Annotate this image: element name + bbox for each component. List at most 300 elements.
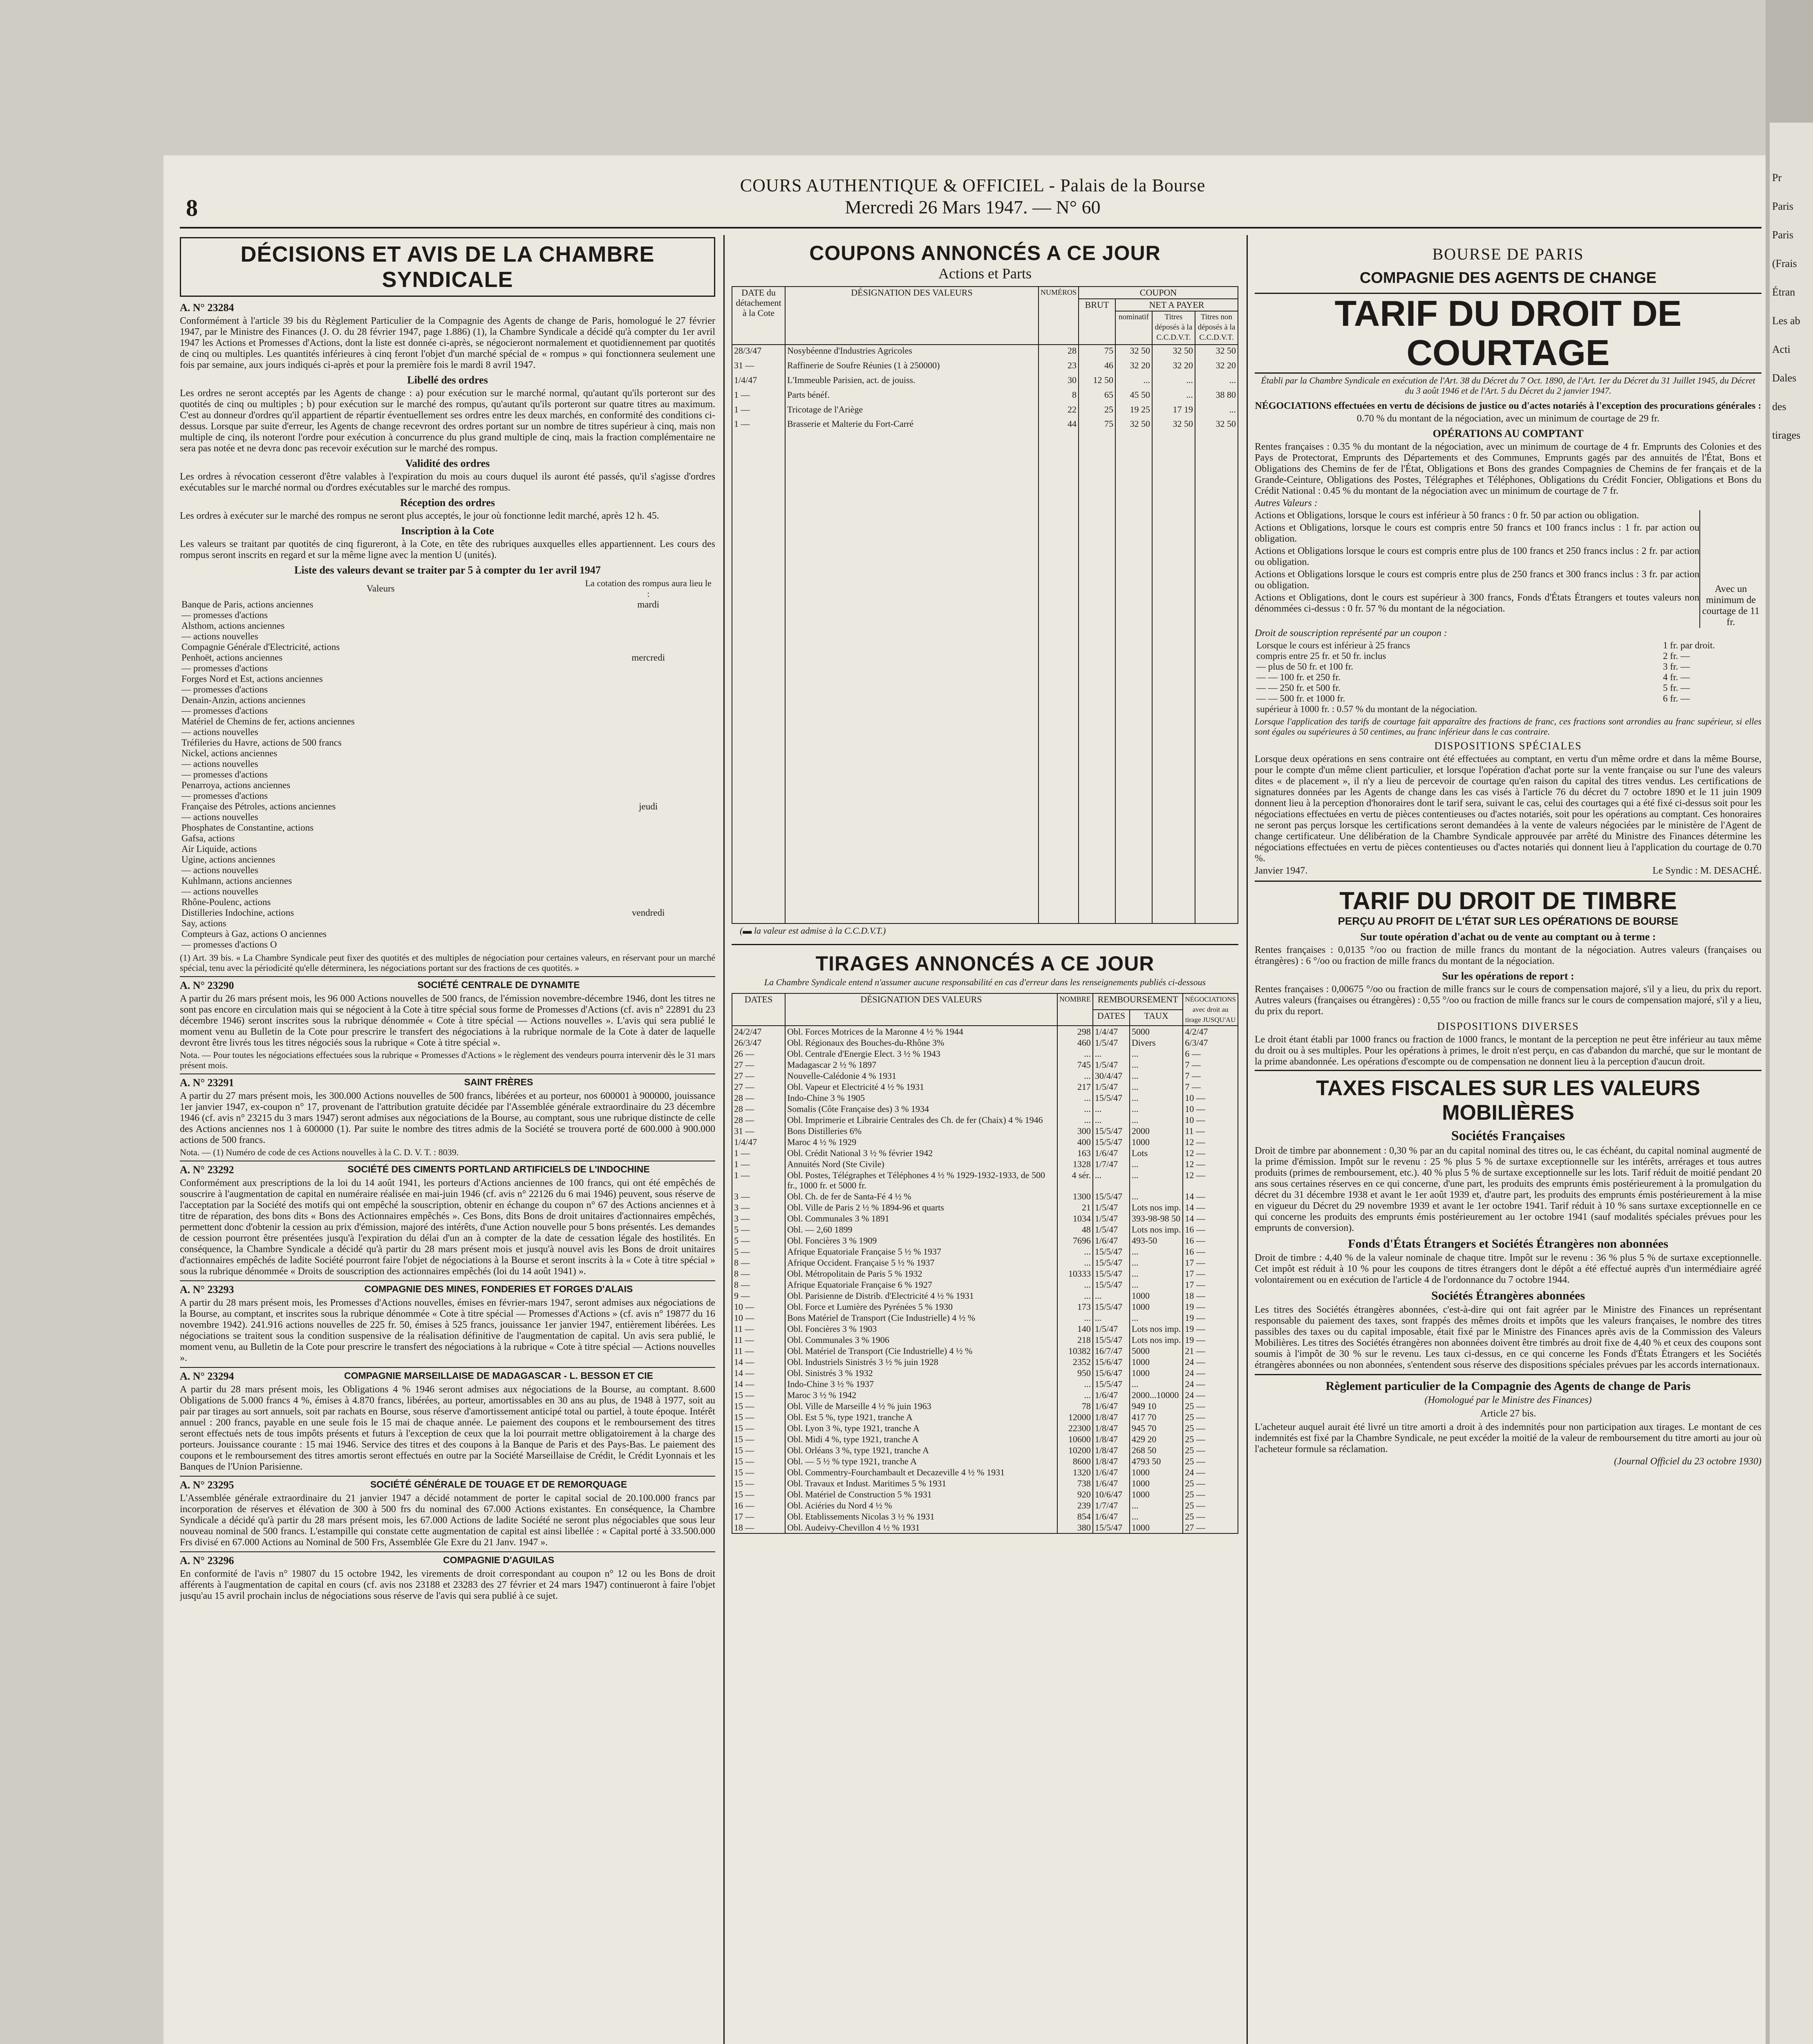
notice-intro: Conformément à l'article 39 bis du Règlement Particulier de la Compagnie des Agents de change de Paris, homologué le 27 février 1947, par le Ministre des Finances (J. O. du 28 février 1947, page 1.886) (1), la Chambre Syndicale a décidé qu'à compter du 1er avril 1947 les Actions et Promesses d'Actions, dont la liste est donnée ci-après, se négocieront normalement et quotidiennement par quotités de cinq ou multiples. Les quantités inférieures à cinq feront l'objet d'un marché spécial de « rompus » qui fonctionnera seulement une fois par semaine, aux jours indiqués ci-après et pour la première fois le mardi 8 avril 1947. bbox=[180, 316, 715, 370]
cell-non-deposes: 32 50 bbox=[1195, 418, 1238, 433]
droit-rate: 5 fr. — bbox=[1663, 683, 1690, 693]
cell-taux: 1000 bbox=[1130, 1136, 1183, 1148]
cell-nombre: ... bbox=[1057, 1378, 1093, 1390]
cell-taux: 2000 bbox=[1130, 1125, 1183, 1136]
cell-remb-date: 15/5/47 bbox=[1093, 1092, 1130, 1103]
cell-remb-date: 15/5/47 bbox=[1093, 1378, 1130, 1390]
cell-date: 11 — bbox=[732, 1345, 785, 1356]
cell-taux: 2000...10000 bbox=[1130, 1390, 1183, 1401]
cell-designation: Obl. Midi 4 %, type 1921, tranche A bbox=[785, 1434, 1057, 1445]
col-remb-taux: TAUX bbox=[1130, 1010, 1183, 1026]
tirages-table bbox=[732, 993, 1238, 1534]
cell-designation: Madagascar 2 ½ % 1897 bbox=[785, 1059, 1057, 1070]
cell-negociation: 10 — bbox=[1183, 1114, 1238, 1125]
droit-range: — — 100 fr. et 250 fr. bbox=[1256, 672, 1341, 682]
cell-taux: ... bbox=[1130, 1500, 1183, 1511]
droit-row bbox=[1255, 672, 1762, 683]
cell-remb-date: 16/7/47 bbox=[1093, 1345, 1130, 1356]
cell-taux: ... bbox=[1130, 1246, 1183, 1257]
journal-ref: (Journal Officiel du 23 octobre 1930) bbox=[1614, 1456, 1762, 1467]
notice-note: Nota. — (1) Numéro de code de ces Actions nouvelles à la C. D. V. T. : 8039. bbox=[180, 1147, 459, 1157]
list-row bbox=[180, 865, 715, 876]
cell-designation: Obl. Ch. de fer de Santa-Fé 4 ½ % bbox=[785, 1191, 1057, 1202]
cell-negociation: 25 — bbox=[1183, 1423, 1238, 1434]
cell-designation: Obl. Métropolitain de Paris 5 % 1932 bbox=[785, 1268, 1057, 1279]
cell-remb-date: 1/8/47 bbox=[1093, 1434, 1130, 1445]
list-row bbox=[180, 769, 715, 780]
table-row bbox=[732, 1401, 1238, 1412]
cell-remb-date: 1/6/47 bbox=[1093, 1148, 1130, 1159]
list-row bbox=[180, 621, 715, 631]
cell-remb-date: 30/4/47 bbox=[1093, 1070, 1130, 1081]
cell-designation: Obl. Communales 3 % 1891 bbox=[785, 1213, 1057, 1224]
cell-taux: 949 10 bbox=[1130, 1401, 1183, 1412]
list-jour bbox=[582, 812, 716, 823]
notice-text: L'Assemblée générale extraordinaire du 21 janvier 1947 a décidé notamment de porter le capital social de 20.100.000 francs par incorporation de réserves et élévation de 300 à 500 frs du nominal des 67.000 Actions existantes. En conséquence, la Chambre Syndicale a décidé qu'à partir du 28 mars présent mois, les 67.000 Actions de ladite Société ne seront plus négociables que sous leur nouveau nominal de 500 francs. L'estampille qui constate cette augmentation de capital est ainsi libellée : « Capital porté à 33.500.000 Frs divisé en 67.000 Actions au Nominal de 500 Frs, Assemblée Gle Exre du 21 Janv. 1947 ». bbox=[180, 1493, 715, 1548]
cell-taux: ... bbox=[1130, 1378, 1183, 1390]
coupons-subtitle: Actions et Parts bbox=[938, 265, 1032, 282]
list-jour bbox=[582, 918, 716, 929]
paragraph: Rentes françaises : 0,00675 °/oo ou fraction de mille francs sur le cours de compensation majoré, s'il y a lieu, du prix du report. Autres valeurs (françaises ou étrangères) : 0,55 °/oo ou fraction de mille francs sur le cours de compensation majoré, s'il y a lieu, du prix du report. bbox=[1255, 984, 1762, 1017]
cell-designation: Nosybéenne d'Industries Agricoles bbox=[785, 345, 1039, 360]
list-valeur: Denain-Anzin, actions anciennes bbox=[181, 695, 306, 705]
table-row bbox=[732, 374, 1238, 389]
cell-taux: 4793 50 bbox=[1130, 1456, 1183, 1467]
droit-range: — — 250 fr. et 500 fr. bbox=[1256, 683, 1341, 693]
droit-range: — — 500 fr. et 1000 fr. bbox=[1256, 693, 1345, 704]
list-valeur: Phosphates de Constantine, actions bbox=[181, 823, 314, 833]
cell-designation: Obl. Régionaux des Bouches-du-Rhône 3% bbox=[785, 1037, 1057, 1048]
cell-taux: ... bbox=[1130, 1257, 1183, 1268]
cell-remb-date: ... bbox=[1093, 1312, 1130, 1323]
cell-taux: ... bbox=[1130, 1170, 1183, 1191]
cell-date: 1 — bbox=[732, 418, 785, 433]
col-deposes: Titres déposés à la C.C.D.V.T. bbox=[1152, 311, 1195, 345]
notice-header bbox=[180, 1555, 715, 1567]
table-row bbox=[732, 1268, 1238, 1279]
list-valeur: — promesses d'actions bbox=[181, 684, 268, 695]
list-jour bbox=[582, 929, 716, 939]
cell-negociation: 7 — bbox=[1183, 1081, 1238, 1092]
cell-designation: Tricotage de l'Ariège bbox=[785, 404, 1039, 419]
cell-date: 31 — bbox=[732, 360, 785, 374]
cell-negociation: 16 — bbox=[1183, 1246, 1238, 1257]
list-jour bbox=[582, 854, 716, 865]
cell-remb-date: 1/5/47 bbox=[1093, 1323, 1130, 1334]
table-row bbox=[732, 1202, 1238, 1213]
table-row bbox=[732, 1290, 1238, 1301]
list-valeur: Gafsa, actions bbox=[181, 833, 235, 843]
cell-designation: Afrique Occident. Française 5 ½ % 1937 bbox=[785, 1257, 1057, 1268]
cell-date: 8 — bbox=[732, 1257, 785, 1268]
cell-taux: Lots nos imp. bbox=[1130, 1224, 1183, 1235]
cell-date: 15 — bbox=[732, 1445, 785, 1456]
cell-nombre: 10200 bbox=[1057, 1445, 1093, 1456]
cell-taux: 945 70 bbox=[1130, 1423, 1183, 1434]
adjacent-fragment: Dales bbox=[1772, 372, 1797, 384]
table-row bbox=[732, 1511, 1238, 1522]
col-net: NET A PAYER bbox=[1115, 299, 1238, 311]
table-row bbox=[732, 1390, 1238, 1401]
list-row bbox=[180, 727, 715, 737]
list-row bbox=[180, 886, 715, 897]
adjacent-fragment: Paris bbox=[1772, 200, 1793, 212]
cell-date: 3 — bbox=[732, 1191, 785, 1202]
list-valeur: Air Liquide, actions bbox=[181, 844, 257, 854]
cell-negociation: 10 — bbox=[1183, 1092, 1238, 1103]
table-row bbox=[732, 345, 1238, 360]
cell-negociation: 16 — bbox=[1183, 1235, 1238, 1246]
col-coupon: COUPON bbox=[1079, 287, 1238, 299]
subheading: Libellé des ordres bbox=[407, 374, 488, 386]
kicker: BOURSE DE PARIS bbox=[1432, 245, 1584, 263]
cell-taux: 493-50 bbox=[1130, 1235, 1183, 1246]
paragraph: Rentes françaises : 0,0135 °/oo ou fraction de mille francs du montant de la négociation. Autres valeurs (françaises ou étrangères) : 6 °/oo ou fraction de mille francs du montant de la négociation. bbox=[1255, 945, 1762, 966]
cell-taux: 1000 bbox=[1130, 1290, 1183, 1301]
list-row bbox=[180, 918, 715, 929]
list-jour bbox=[582, 865, 716, 876]
cell-date: 3 — bbox=[732, 1202, 785, 1213]
list-valeur: — actions nouvelles bbox=[181, 812, 258, 822]
cell-designation: Obl. Foncières 3 % 1903 bbox=[785, 1323, 1057, 1334]
cell-designation: Obl. Matériel de Transport (Cie Industrielle) 4 ½ % bbox=[785, 1345, 1057, 1356]
table-row bbox=[732, 1445, 1238, 1456]
company-name: COMPAGNIE D'AGUILAS bbox=[443, 1555, 555, 1565]
cell-nombre: ... bbox=[1057, 1290, 1093, 1301]
cell-taux: 429 20 bbox=[1130, 1434, 1183, 1445]
cell-remb-date: 15/5/47 bbox=[1093, 1136, 1130, 1148]
adjacent-fragment: Étran bbox=[1772, 286, 1795, 298]
list-valeur: — promesses d'actions bbox=[181, 769, 268, 780]
cell-date: 15 — bbox=[732, 1478, 785, 1489]
footnote: (1) Art. 39 bis. « La Chambre Syndicale peut fixer des quotités et des multiples de négociation pour certaines valeurs, en réservant pour un marché spécial, tenu avec la périodicité qu'elle déterminera, les négociations portant sur des fractions de ces quotités. » bbox=[180, 953, 715, 973]
quotite-list bbox=[180, 578, 715, 950]
cell-remb-date: 1/6/47 bbox=[1093, 1235, 1130, 1246]
left-column bbox=[180, 237, 715, 2044]
cell-deposes: ... bbox=[1152, 374, 1195, 389]
cell-numero: 8 bbox=[1039, 389, 1079, 404]
table-row bbox=[732, 1467, 1238, 1478]
filler-cell bbox=[1039, 433, 1079, 923]
list-row bbox=[180, 929, 715, 939]
col-designation: DÉSIGNATION DES VALEURS bbox=[785, 287, 1039, 345]
droit-range: Lorsque le cours est inférieur à 25 francs bbox=[1256, 640, 1410, 650]
autres-item: Actions et Obligations, lorsque le cours est inférieur à 50 francs : 0 fr. 50 par action ou obligation. bbox=[1255, 510, 1639, 521]
cell-numero: 22 bbox=[1039, 404, 1079, 419]
cell-remb-date: ... bbox=[1093, 1170, 1130, 1191]
notice-number: A. N° 23290 bbox=[180, 979, 234, 991]
cell-date: 26 — bbox=[732, 1048, 785, 1059]
table-row bbox=[732, 1170, 1238, 1191]
cell-remb-date: 1/5/47 bbox=[1093, 1213, 1130, 1224]
cell-remb-date: 1/6/47 bbox=[1093, 1478, 1130, 1489]
cell-negociation: 25 — bbox=[1183, 1456, 1238, 1467]
cell-negociation: 24 — bbox=[1183, 1467, 1238, 1478]
cell-negociation: 7 — bbox=[1183, 1070, 1238, 1081]
cell-negociation: 19 — bbox=[1183, 1301, 1238, 1312]
list-jour: mercredi bbox=[631, 652, 665, 663]
cell-nombre: 298 bbox=[1057, 1026, 1093, 1037]
cell-nombre: ... bbox=[1057, 1279, 1093, 1290]
cell-date: 15 — bbox=[732, 1489, 785, 1500]
company-name: COMPAGNIE MARSEILLAISE DE MADAGASCAR - L. BESSON ET CIE bbox=[344, 1370, 654, 1381]
notice-header bbox=[180, 979, 715, 992]
filler-cell bbox=[1152, 433, 1195, 923]
list-valeur: Matériel de Chemins de fer, actions anciennes bbox=[181, 716, 355, 726]
list-jour bbox=[582, 737, 716, 748]
table-row bbox=[732, 1500, 1238, 1511]
list-row bbox=[180, 823, 715, 833]
cell-negociation: 27 — bbox=[1183, 1522, 1238, 1533]
notice-header bbox=[180, 1479, 715, 1491]
coupons-table bbox=[732, 286, 1238, 924]
table-row bbox=[732, 1148, 1238, 1159]
cell-date: 1/4/47 bbox=[732, 1136, 785, 1148]
list-jour bbox=[582, 621, 716, 631]
table-row bbox=[732, 1092, 1238, 1103]
cell-negociation: 21 — bbox=[1183, 1345, 1238, 1356]
cell-nombre: 854 bbox=[1057, 1511, 1093, 1522]
list-row bbox=[180, 631, 715, 642]
autres-item: Actions et Obligations, lorsque le cours est compris entre 50 francs et 100 francs inclus : 1 fr. par action ou obligation. bbox=[1255, 522, 1699, 544]
notice-text: A partir du 26 mars présent mois, les 96 000 Actions nouvelles de 500 francs, de l'émission novembre-décembre 1946, dont les titres ne sont pas encore en circulation mais qui se négocient à la Cote à titre spécial sous forme de Promesses d'Actions (cf. avis n° 22891 du 23 décembre 1946) seront inscrites sous la rubrique dénommée « Cote à titre spécial — Actions nouvelles ». L'avis qui sera publié le moment venu au Bulletin de la Cote pour prescrire le transfert des négociations à la rubrique normale de la Cote à dater de laquelle devront être livrés tous les titres négociés sous la rubrique « Cote à titre spécial ». bbox=[180, 993, 715, 1048]
droit-row bbox=[1255, 704, 1762, 715]
table-row bbox=[732, 1246, 1238, 1257]
cell-nombre: 1034 bbox=[1057, 1213, 1093, 1224]
cell-negociation: 14 — bbox=[1183, 1213, 1238, 1224]
cell-negociation: 11 — bbox=[1183, 1125, 1238, 1136]
list-valeur: — promesses d'actions bbox=[181, 610, 268, 620]
list-jour bbox=[582, 780, 716, 791]
cell-date: 27 — bbox=[732, 1070, 785, 1081]
list-row bbox=[180, 610, 715, 621]
cell-nominatif: 19 25 bbox=[1115, 404, 1152, 419]
cell-nombre: 2352 bbox=[1057, 1356, 1093, 1367]
cell-negociation: 25 — bbox=[1183, 1500, 1238, 1511]
cell-taux: ... bbox=[1130, 1114, 1183, 1125]
col-brut: BRUT bbox=[1079, 299, 1115, 345]
notice-rule bbox=[180, 976, 715, 977]
table-row bbox=[732, 1301, 1238, 1312]
cell-remb-date: ... bbox=[1093, 1114, 1130, 1125]
cell-taux: 1000 bbox=[1130, 1367, 1183, 1378]
list-row bbox=[180, 908, 715, 918]
cell-negociation: 6 — bbox=[1183, 1048, 1238, 1059]
table-row bbox=[732, 1334, 1238, 1345]
cell-deposes: 17 19 bbox=[1152, 404, 1195, 419]
list-jour bbox=[582, 876, 716, 886]
cell-remb-date: 1/5/47 bbox=[1093, 1037, 1130, 1048]
cell-taux: ... bbox=[1130, 1103, 1183, 1114]
cell-remb-date: 1/8/47 bbox=[1093, 1456, 1130, 1467]
cell-nombre: ... bbox=[1057, 1390, 1093, 1401]
cell-nominatif: 45 50 bbox=[1115, 389, 1152, 404]
table-row bbox=[732, 1081, 1238, 1092]
masthead-date: Mercredi 26 Mars 1947. — N° 60 bbox=[845, 196, 1101, 217]
list-jour bbox=[582, 759, 716, 769]
cell-nombre: 300 bbox=[1057, 1125, 1093, 1136]
list-jour: mardi bbox=[637, 599, 660, 610]
cell-remb-date: 1/7/47 bbox=[1093, 1500, 1130, 1511]
cell-taux: ... bbox=[1130, 1070, 1183, 1081]
timbre-title: TARIF DU DROIT DE TIMBRE bbox=[1339, 887, 1677, 914]
cell-nombre: 140 bbox=[1057, 1323, 1093, 1334]
droit-range: compris entre 25 fr. et 50 fr. inclus bbox=[1256, 651, 1386, 661]
paragraph: L'acheteur auquel aurait été livré un titre amorti a droit à des indemnités pour non participation aux tirages. Le montant de ces indemnités est fixé par la Chambre Syndicale, ne peut excéder la moitié de la valeur de remboursement du titre amorti au jour où l'acheteur formule sa réclamation. bbox=[1255, 1422, 1762, 1455]
column-divider-2 bbox=[1247, 235, 1248, 2044]
company-name: SAINT FRÈRES bbox=[464, 1077, 533, 1087]
cell-designation: Obl. Audeivy-Chevillon 4 ½ % 1931 bbox=[785, 1522, 1057, 1533]
notice-header bbox=[180, 1077, 715, 1089]
cell-date: 24/2/47 bbox=[732, 1026, 785, 1037]
cell-date: 5 — bbox=[732, 1246, 785, 1257]
cell-negociation: 12 — bbox=[1183, 1148, 1238, 1159]
cell-remb-date: 1/6/47 bbox=[1093, 1467, 1130, 1478]
cell-nombre: 239 bbox=[1057, 1500, 1093, 1511]
list-jour bbox=[582, 939, 716, 950]
company-name: SOCIÉTÉ CENTRALE DE DYNAMITE bbox=[417, 979, 580, 990]
cell-date: 14 — bbox=[732, 1367, 785, 1378]
tirages-subtitle: La Chambre Syndicale entend n'assumer aucune responsabilité en cas d'erreur dans les renseignements publiés ci-dessous bbox=[764, 977, 1206, 987]
company-name: COMPAGNIE DES MINES, FONDERIES ET FORGES D'ALAIS bbox=[364, 1284, 633, 1294]
cell-designation: Obl. Imprimerie et Librairie Centrales des Ch. de fer (Chaix) 4 % 1946 bbox=[785, 1114, 1057, 1125]
cell-designation: Nouvelle-Calédonie 4 % 1931 bbox=[785, 1070, 1057, 1081]
cell-nombre: 48 bbox=[1057, 1224, 1093, 1235]
cell-brut: 75 bbox=[1079, 418, 1115, 433]
cell-designation: Obl. — 2,60 1899 bbox=[785, 1224, 1057, 1235]
cell-remb-date: 10/6/47 bbox=[1093, 1489, 1130, 1500]
cell-designation: L'Immeuble Parisien, act. de jouiss. bbox=[785, 374, 1039, 389]
table-row bbox=[732, 360, 1238, 374]
paragraph: Rentes françaises : 0.35 % du montant de la négociation, avec un minimum de courtage de 4 fr. Emprunts des Colonies et des Pays de Protectorat, Emprunts des Départements et des Communes, Emprunts gagés par des annuités de l'État, Bons et Obligations des Chemins de fer de l'État, Obligations et Bons des grandes Compagnies de Chemins de fer français et de la Grande-Ceinture, Obligations des Postes, Télégraphes et Téléphones, Obligations du Crédit Foncier, Obligations et Bons du Crédit National : 0.45 % du montant de la négociation avec un minimum de courtage de 7 fr. bbox=[1255, 442, 1762, 496]
cell-taux: ... bbox=[1130, 1048, 1183, 1059]
courtage-subtitle: Établi par la Chambre Syndicale en exécution de l'Art. 38 du Décret du 7 Oct. 1890, de l'Art. 1er du Décret du 31 Juillet 1945, du Décret du 3 août 1946 et de l'Art. 5 du Décret du 2 janvier 1947. bbox=[1261, 375, 1755, 396]
company-name: SOCIÉTÉ DES CIMENTS PORTLAND ARTIFICIELS DE L'INDOCHINE bbox=[347, 1164, 650, 1174]
cell-designation: Obl. Vapeur et Electricité 4 ½ % 1931 bbox=[785, 1081, 1057, 1092]
list-row bbox=[180, 663, 715, 674]
cell-nombre: ... bbox=[1057, 1114, 1093, 1125]
page-number: 8 bbox=[186, 195, 198, 221]
cell-designation: Bons Distilleries 6% bbox=[785, 1125, 1057, 1136]
cell-brut: 65 bbox=[1079, 389, 1115, 404]
cell-remb-date: 1/7/47 bbox=[1093, 1159, 1130, 1170]
filler-cell bbox=[732, 433, 785, 923]
list-valeur: — actions nouvelles bbox=[181, 886, 258, 896]
col-remboursement: REMBOURSEMENT bbox=[1093, 993, 1183, 1010]
subheading: DISPOSITIONS SPÉCIALES bbox=[1434, 740, 1582, 752]
cell-designation: Obl. Parisienne de Distrib. d'Electricité 4 ½ % 1931 bbox=[785, 1290, 1057, 1301]
list-jour bbox=[582, 823, 716, 833]
cell-designation: Obl. Sinistrés 3 % 1932 bbox=[785, 1367, 1057, 1378]
cell-date: 1/4/47 bbox=[732, 374, 785, 389]
cell-taux: ... bbox=[1130, 1081, 1183, 1092]
autres-item: Actions et Obligations, dont le cours est supérieur à 300 francs, Fonds d'États Étrangers et toutes valeurs non dénommées ci-dessus : 0 fr. 57 % du montant de la négociation. bbox=[1255, 592, 1699, 614]
list-valeur: Compagnie Générale d'Electricité, actions bbox=[181, 642, 340, 652]
cell-date: 28 — bbox=[732, 1114, 785, 1125]
autres-valeurs-list bbox=[1255, 510, 1699, 628]
list-row bbox=[180, 791, 715, 801]
cell-remb-date: 1/6/47 bbox=[1093, 1511, 1130, 1522]
paragraph: Droit de timbre : 4,40 % de la valeur nominale de chaque titre. Impôt sur le revenu : 36 % plus 5 % de surtaxe exceptionnelle. Cet impôt est réduit à 10 % pour les coupons de titres étrangers dont le dépôt a été effectué auprès d'un intermédiaire agréé volontairement ou en exécution de l'article 4 de l'ordonnance du 7 octobre 1944. bbox=[1255, 1253, 1762, 1285]
cell-nombre: 4 sér. bbox=[1057, 1170, 1093, 1191]
cell-nominatif: 32 50 bbox=[1115, 345, 1152, 360]
cell-negociation: 24 — bbox=[1183, 1367, 1238, 1378]
cell-negociation: 18 — bbox=[1183, 1290, 1238, 1301]
cell-date: 28 — bbox=[732, 1092, 785, 1103]
table-row bbox=[732, 389, 1238, 404]
cell-negociation: 4/2/47 bbox=[1183, 1026, 1238, 1037]
cell-designation: Brasserie et Malterie du Fort-Carré bbox=[785, 418, 1039, 433]
list-jour bbox=[582, 769, 716, 780]
cell-date: 14 — bbox=[732, 1378, 785, 1390]
droit-rate: 4 fr. — bbox=[1663, 672, 1690, 682]
cell-brut: 75 bbox=[1079, 345, 1115, 360]
list-valeur: Penarroya, actions anciennes bbox=[181, 780, 291, 790]
col-non-deposes: Titres non déposés à la C.C.D.V.T. bbox=[1195, 311, 1238, 345]
list-row bbox=[180, 674, 715, 684]
subheading: Droit de souscription représenté par un coupon : bbox=[1255, 628, 1447, 639]
list-row bbox=[180, 716, 715, 727]
cell-taux: Lots bbox=[1130, 1148, 1183, 1159]
cell-remb-date: 15/6/47 bbox=[1093, 1356, 1130, 1367]
list-row bbox=[180, 599, 715, 610]
cell-nombre: 78 bbox=[1057, 1401, 1093, 1412]
notice-number: A. N° 23284 bbox=[180, 302, 234, 314]
col-remb-dates: DATES bbox=[1093, 1010, 1130, 1026]
cell-nombre: 10382 bbox=[1057, 1345, 1093, 1356]
list-valeur: Banque de Paris, actions anciennes bbox=[181, 599, 313, 610]
subheading: Réception des ordres bbox=[400, 497, 495, 509]
cell-nombre: 163 bbox=[1057, 1148, 1093, 1159]
cell-date: 15 — bbox=[732, 1434, 785, 1445]
cell-remb-date: ... bbox=[1093, 1290, 1130, 1301]
adjacent-fragment: (Frais bbox=[1772, 258, 1797, 269]
list-row bbox=[180, 833, 715, 844]
cell-nombre: 920 bbox=[1057, 1489, 1093, 1500]
cell-brut: 12 50 bbox=[1079, 374, 1115, 389]
list-row bbox=[180, 759, 715, 769]
filler-cell bbox=[1079, 433, 1115, 923]
cell-date: 26/3/47 bbox=[732, 1037, 785, 1048]
table-row bbox=[732, 1279, 1238, 1290]
cell-designation: Obl. Est 5 %, type 1921, tranche A bbox=[785, 1412, 1057, 1423]
cell-nombre: 738 bbox=[1057, 1478, 1093, 1489]
list-valeur: — actions nouvelles bbox=[181, 727, 258, 737]
cell-date: 1 — bbox=[732, 1148, 785, 1159]
cell-taux: ... bbox=[1130, 1159, 1183, 1170]
cell-remb-date: 15/5/47 bbox=[1093, 1246, 1130, 1257]
cell-nombre: 10600 bbox=[1057, 1434, 1093, 1445]
cell-nominatif: ... bbox=[1115, 374, 1152, 389]
cell-negociation: 17 — bbox=[1183, 1257, 1238, 1268]
cell-designation: Obl. Etablissements Nicolas 3 ½ % 1931 bbox=[785, 1511, 1057, 1522]
cell-remb-date: 1/6/47 bbox=[1093, 1390, 1130, 1401]
cell-nombre: 8600 bbox=[1057, 1456, 1093, 1467]
table-row bbox=[732, 1125, 1238, 1136]
table-row bbox=[732, 1522, 1238, 1533]
cell-non-deposes: ... bbox=[1195, 404, 1238, 419]
list-row bbox=[180, 684, 715, 695]
cell-non-deposes: 32 20 bbox=[1195, 360, 1238, 374]
notice-text: A partir du 28 mars présent mois, les Obligations 4 % 1946 seront admises aux négociations de la Bourse, au comptant. 8.600 Obligations de 5.000 francs 4 %, émises à 4.870 francs, libérées, au porteur, amortissables en 30 ans au plus, de 1948 à 1977, soit au pair par tirages au sort annuels, soit par rachats en Bourse, sous réserve d'amortissement anticipé total ou partiel, à toute époque. Intérêt annuel : 200 francs, payable en une seule fois le 15 mai de chaque année. Le paiement des coupons et le remboursement des titres seront effectués nets de tous impôts présents et futurs à l'exception de ceux que la loi pourrait mettre obligatoirement à la charge des porteurs. Jouissance courante : 15 mai 1946. Service des titres et des coupons à la Banque de Paris et des Pays-Bas. Le paiement des coupons et le remboursement des titres amortis seront effectués en outre par la Société Marseillaise de Crédit, le Crédit Lyonnais et les Banques de l'Union Parisienne. bbox=[180, 1384, 715, 1472]
cell-taux: 1000 bbox=[1130, 1489, 1183, 1500]
cell-date: 11 — bbox=[732, 1334, 785, 1345]
table-row bbox=[732, 404, 1238, 419]
cell-designation: Obl. Force et Lumière des Pyrénées 5 % 1930 bbox=[785, 1301, 1057, 1312]
droit-range: — plus de 50 fr. et 100 fr. bbox=[1256, 661, 1353, 672]
cell-date: 1 — bbox=[732, 404, 785, 419]
cell-date: 5 — bbox=[732, 1224, 785, 1235]
